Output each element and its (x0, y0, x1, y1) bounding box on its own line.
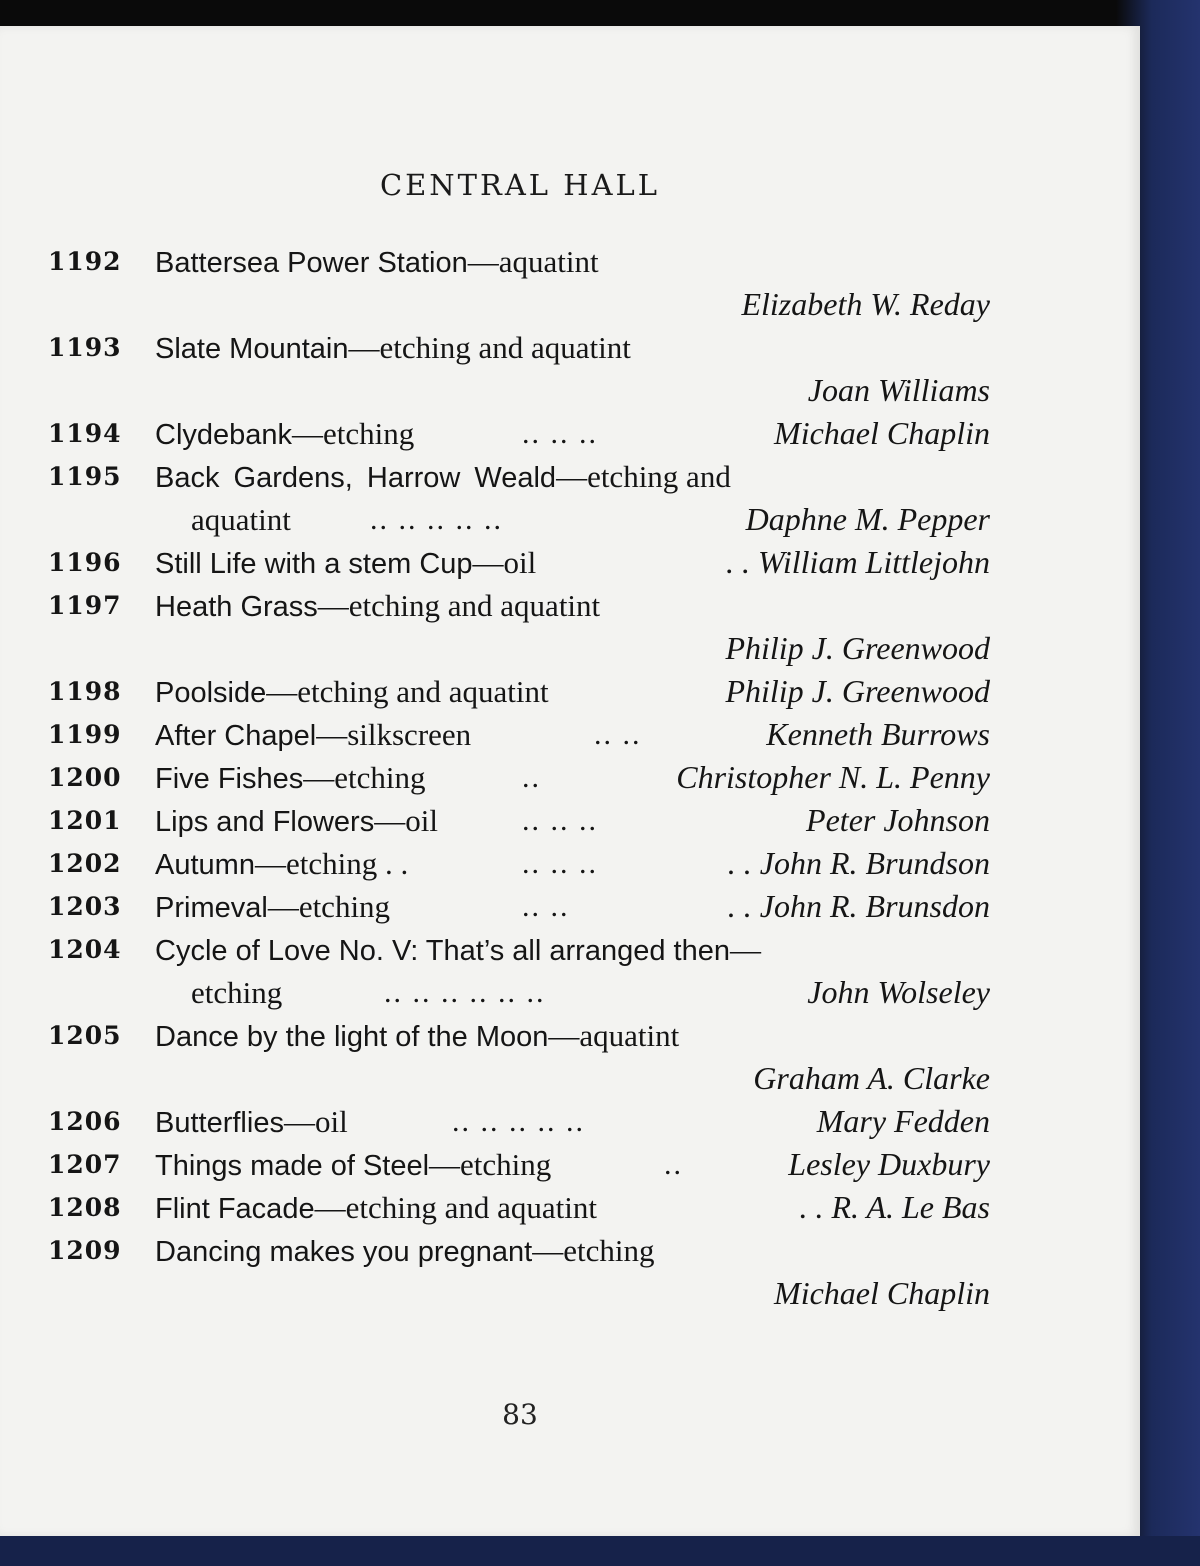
artist-name: Joan Williams (807, 372, 990, 408)
work-title: Lips and Flowers—oil (155, 803, 438, 838)
catalogue-number: 1209 (48, 1236, 122, 1265)
entry-line (48, 1186, 990, 1229)
work-title: Dancing makes you pregnant—etching (155, 1233, 655, 1268)
entry-line (48, 283, 990, 326)
catalogue-number: 1208 (48, 1193, 122, 1222)
work-medium: —etching (429, 1147, 552, 1182)
catalogue-number: 1199 (48, 720, 122, 749)
artist-name: Mary Fedden (816, 1103, 990, 1139)
entry-line (48, 455, 990, 498)
work-medium-continued: aquatint (191, 502, 291, 537)
catalogue-page (0, 26, 1140, 1536)
catalogue-number: 1195 (48, 462, 122, 491)
work-title: Things made of Steel—etching (155, 1147, 552, 1182)
entry-line (48, 369, 990, 412)
work-title: Cycle of Love No. V: That’s all arranged then— (155, 932, 761, 967)
work-title: Clydebank—etching (155, 416, 415, 451)
work-title: Autumn—etching . . (155, 846, 409, 881)
artist-name: . . William Littlejohn (725, 544, 990, 580)
leader-dots: .. .. .. .. .. .. (384, 976, 546, 1009)
entry-line (48, 1272, 990, 1315)
work-medium: —etching and (556, 459, 731, 494)
artist-name: . . John R. Brundson (727, 845, 990, 881)
entry-line (48, 971, 990, 1014)
work-medium: —etching (303, 760, 426, 795)
leader-dots: .. .. .. (522, 804, 598, 837)
entry-line (48, 1143, 990, 1186)
entry-line (48, 1100, 990, 1143)
work-title: Dance by the light of the Moon—aquatint (155, 1018, 680, 1053)
work-medium: —etching and aquatint (266, 674, 549, 709)
entry-line (48, 713, 990, 756)
entry-line (48, 928, 990, 971)
artist-name: Michael Chaplin (774, 415, 990, 451)
work-title: Flint Facade—etching and aquatint (155, 1190, 597, 1225)
entry-line (48, 799, 990, 842)
work-title: Poolside—etching and aquatint (155, 674, 549, 709)
work-title: Five Fishes—etching (155, 760, 426, 795)
page-heading: CENTRAL HALL (379, 168, 661, 202)
entry-line (48, 1014, 990, 1057)
leader-dots: .. .. (522, 890, 570, 923)
work-medium: —etching and aquatint (348, 330, 631, 365)
entry-line (48, 541, 990, 584)
leader-dots: .. (522, 761, 541, 794)
work-medium: —oil (472, 545, 537, 580)
catalogue-number: 1200 (48, 763, 122, 792)
artist-name: Elizabeth W. Reday (741, 286, 990, 322)
page-number: 83 (502, 1398, 538, 1431)
entry-line (48, 670, 990, 713)
leader-dots: .. (664, 1148, 683, 1181)
work-medium: — (729, 932, 761, 967)
entry-line (48, 885, 990, 928)
catalogue-number: 1201 (48, 806, 122, 835)
catalogue-number: 1193 (48, 333, 122, 362)
artist-name: . . R. A. Le Bas (799, 1189, 990, 1225)
work-medium: —etching and aquatint (314, 1190, 597, 1225)
leader-dots: .. .. .. .. .. (370, 503, 503, 536)
entry-line (48, 584, 990, 627)
work-medium: —etching (532, 1233, 655, 1268)
entry-line (48, 842, 990, 885)
catalogue-number: 1194 (48, 419, 122, 448)
entry-line (48, 756, 990, 799)
work-medium: —etching and aquatint (317, 588, 601, 623)
artist-name: John Wolseley (807, 974, 990, 1010)
entry-line (48, 412, 990, 455)
catalogue-number: 1205 (48, 1021, 122, 1050)
work-medium-continued: etching (191, 975, 283, 1010)
catalogue-number: 1196 (48, 548, 122, 577)
work-medium: —oil (283, 1104, 348, 1139)
catalogue-number: 1204 (48, 935, 122, 964)
artist-name: Michael Chaplin (774, 1275, 990, 1311)
artist-name: . . John R. Brunsdon (727, 888, 990, 924)
work-medium: —etching . . (254, 846, 409, 881)
catalogue-number: 1197 (48, 591, 122, 620)
leader-dots: .. .. (594, 718, 642, 751)
work-medium: —aquatint (548, 1018, 680, 1053)
work-title: Heath Grass—etching and aquatint (155, 588, 601, 623)
catalogue-number: 1202 (48, 849, 122, 878)
entry-list (48, 240, 990, 1315)
entry-line (48, 1057, 990, 1100)
work-title: After Chapel—silkscreen (155, 717, 472, 752)
entry-line (48, 240, 990, 283)
entry-line (48, 326, 990, 369)
artist-name: Philip J. Greenwood (725, 630, 990, 666)
leader-dots: .. .. .. (522, 847, 598, 880)
artist-name: Kenneth Burrows (766, 716, 990, 752)
artist-name: Lesley Duxbury (788, 1146, 990, 1182)
work-medium: —aquatint (467, 244, 599, 279)
artist-name: Daphne M. Pepper (745, 501, 990, 537)
work-title: Butterflies—oil (155, 1104, 348, 1139)
artist-name: Graham A. Clarke (753, 1060, 990, 1096)
work-medium: —oil (374, 803, 438, 838)
artist-name: Christopher N. L. Penny (676, 759, 990, 795)
catalogue-number: 1203 (48, 892, 122, 921)
leader-dots: .. .. .. (522, 417, 598, 450)
work-title: Still Life with a stem Cup—oil (155, 545, 537, 580)
artist-name: Philip J. Greenwood (725, 673, 990, 709)
artist-name: Peter Johnson (806, 802, 990, 838)
entry-line (48, 627, 990, 670)
catalogue-number: 1198 (48, 677, 122, 706)
work-title: Slate Mountain—etching and aquatint (155, 330, 631, 365)
work-medium: —silkscreen (316, 717, 472, 752)
leader-dots: .. .. .. .. .. (452, 1105, 585, 1138)
work-medium: —etching (292, 416, 415, 451)
work-title: Primeval—etching (155, 889, 391, 924)
work-title: Back Gardens, Harrow Weald—etching and (155, 459, 731, 494)
catalogue-number: 1207 (48, 1150, 122, 1179)
work-medium: —etching (267, 889, 391, 924)
catalogue-number: 1192 (48, 247, 122, 276)
work-title: Battersea Power Station—aquatint (155, 244, 599, 279)
entry-line (48, 1229, 990, 1272)
entry-line (48, 498, 990, 541)
catalogue-number: 1206 (48, 1107, 122, 1136)
book-cover-edge (0, 1536, 1200, 1566)
